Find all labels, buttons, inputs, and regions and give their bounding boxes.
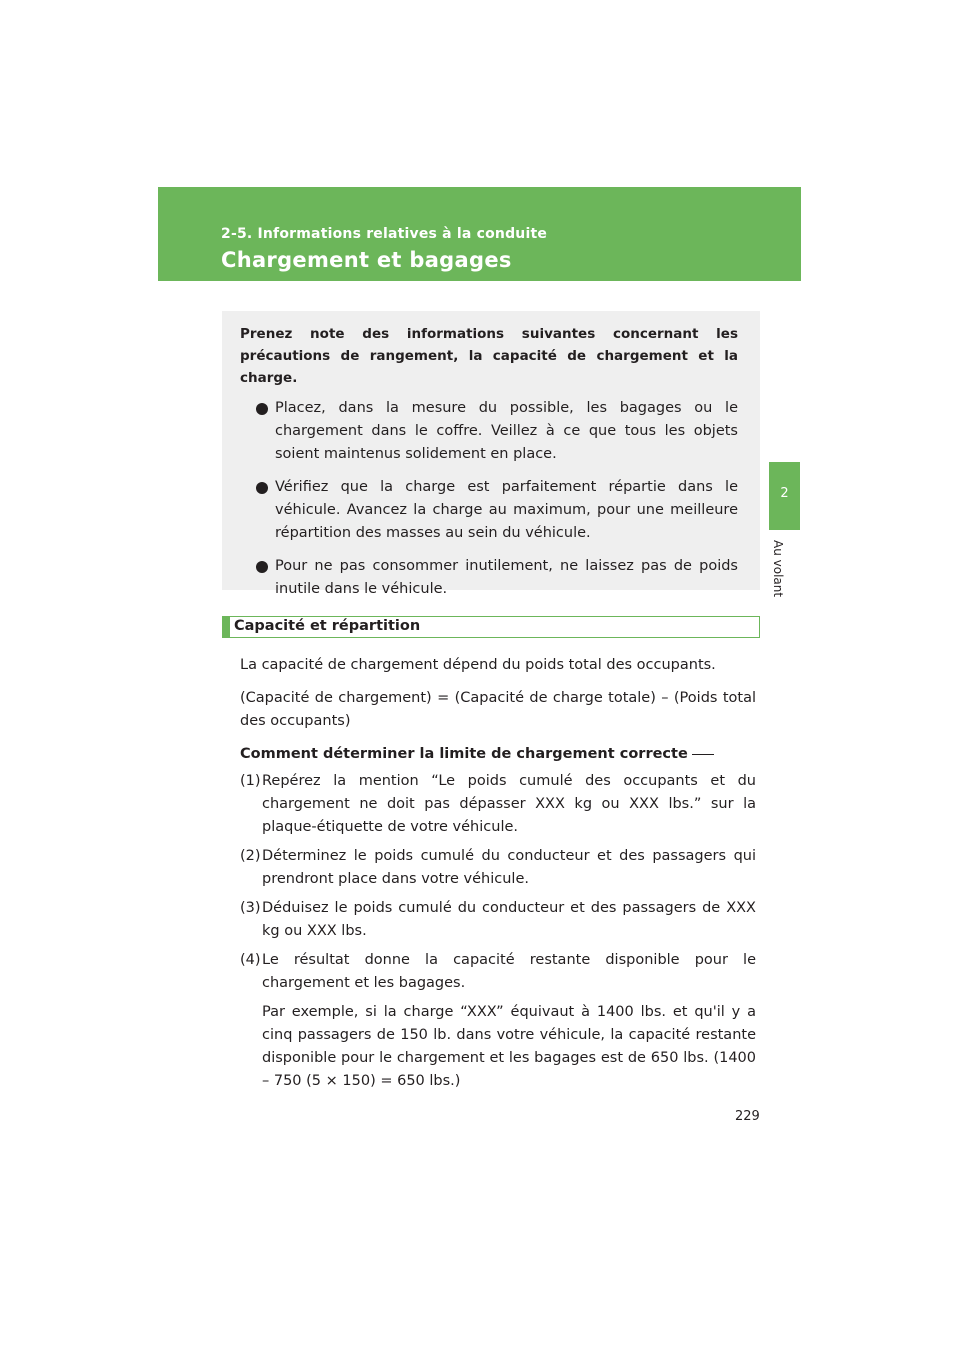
step-text: Déterminez le poids cumulé du conducteur et des passagers qui prendront place dans votre véhicule. [262,848,756,887]
intro-bullet-text: Placez, dans la mesure du possible, les bagages ou le chargement dans le coffre. Veillez à ce que tous les objets soient maintenus solidement en place. [275,400,738,462]
intro-bullet-text: Pour ne pas consommer inutilement, ne laissez pas de poids inutile dans le véhicule. [275,558,738,597]
section-heading-text: Capacité et répartition [234,618,421,634]
example-paragraph: Par exemple, si la charge “XXX” équivaut à 1400 lbs. et qu'il y a cinq passagers de 150 lb. dans votre véhicule, la capacité restante disponible pour le chargement et les bagages est de 650 lbs. (1400 – 750 (5 × 150) = 650 lbs.) [262,1004,756,1089]
step-text: Déduisez le poids cumulé du conducteur et des passagers de XXX kg ou XXX lbs. [262,900,756,939]
page-title: Chargement et bagages [221,248,512,272]
step-item [240,949,756,995]
intro-box [222,311,760,597]
bullet-dot-icon [256,561,268,573]
chapter-header [158,187,801,281]
section-body [240,654,756,1093]
dash-line [692,754,714,755]
step-number: (3) [240,900,261,916]
subheading [240,743,756,766]
bullet-dot-icon [256,403,268,415]
paragraph: La capacité de chargement dépend du poids total des occupants. [240,657,716,673]
section-heading-bar [222,616,230,638]
section-heading [222,616,760,638]
chapter-tab [769,462,800,530]
intro-bullet [240,555,738,601]
subheading-text: Comment déterminer la limite de chargement correcte [240,746,688,762]
step-number: (1) [240,773,261,789]
step-text: Le résultat donne la capacité restante disponible pour le chargement et les bagages. [262,952,756,991]
chapter-tab-number: 2 [780,486,789,501]
step-item [240,897,756,943]
page-number: 229 [735,1109,760,1124]
step-number: (2) [240,848,261,864]
chapter-tab-label: Au volant [771,540,785,598]
intro-bullet [240,397,738,466]
formula-paragraph: (Capacité de chargement) = (Capacité de charge totale) – (Poids total des occupants) [240,690,756,729]
bullet-dot-icon [256,482,268,494]
intro-bullet [240,476,738,545]
step-number: (4) [240,952,261,968]
intro-bullet-text: Vérifiez que la charge est parfaitement répartie dans le véhicule. Avancez la charge au maximum, pour une meilleure répartition des masses au sein du véhicule. [275,479,738,541]
step-item [240,770,756,839]
step-text: Repérez la mention “Le poids cumulé des occupants et du chargement ne doit pas dépasser XXX kg ou XXX lbs.” sur la plaque-étiquette de votre véhicule. [262,773,756,835]
section-number-title: 2-5. Informations relatives à la conduite [221,226,548,242]
intro-text: Prenez note des informations suivantes concernant les précautions de rangement, la capacité de chargement et la charge. [240,326,738,386]
step-item [240,845,756,891]
